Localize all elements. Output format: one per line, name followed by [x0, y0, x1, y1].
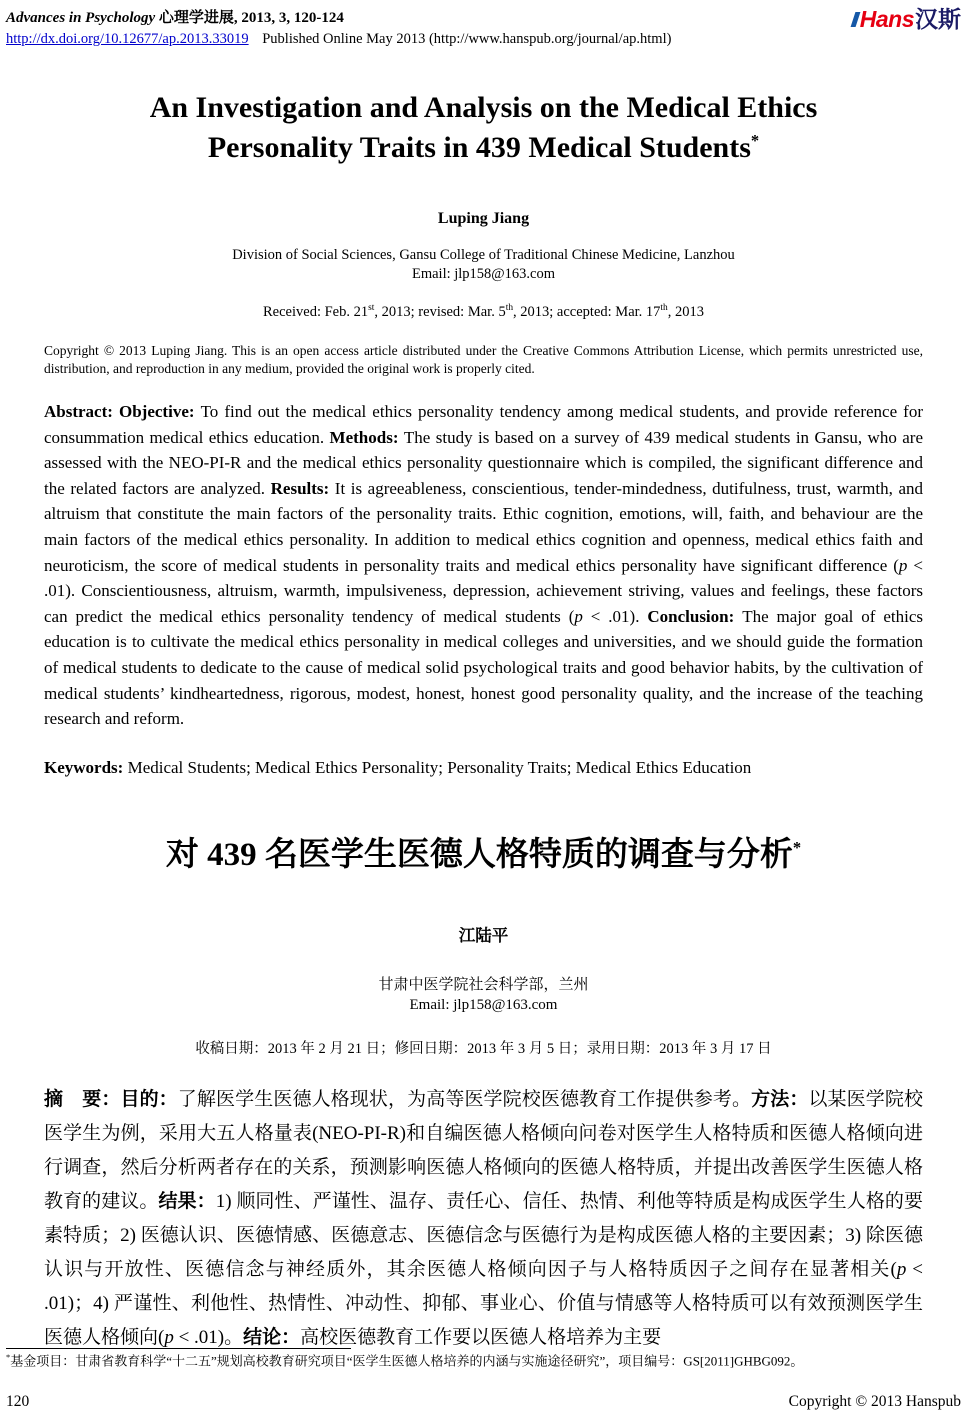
- abstract-cn: 摘 要：目的：了解医学生医德人格现状，为高等医学院校医德教育工作提供参考。方法：以某医学院校医学生为例，采用大五人格量表(NEO-PI-R)和自编医德人格倾向问卷对医学生人格特质和医德人格倾向进行调查，然后分析两者存在的关系，预测影响医德人格倾向的医德人格特质，并提出改善医学生医德人格教育的建议。结果：1) 顺同性、严谨性、温存、责任心、信任、热情、利他等特质是构成医学生人格的要素特质；2) 医德认识、医德情感、医德意志、医德信念与医德行为是构成医德人格的主要因素；3) 除医德认识与开放性、医德信念与神经质外，其余医德人格倾向因子与人格特质因子之间存在显著相关(p < .01)；4) 严谨性、利他性、热情性、冲动性、抑郁、事业心、价值与情感等人格特质可以有效预测医学生医德人格倾向(p < .01)。结论：高校医德教育工作要以医德人格培养为主要: [44, 1088, 923, 1348]
- journal-citation-line: [6, 6, 671, 27]
- affiliation-en: Division of Social Sciences, Gansu College of Traditional Chinese Medicine, Lanzhou: [232, 247, 735, 264]
- logo-latin-text: Hans: [859, 6, 914, 32]
- published-online-text: Published Online May 2013 (http://www.hanspub.org/journal/ap.html): [262, 31, 672, 47]
- logo-chinese-text: 汉斯: [915, 6, 961, 32]
- article-title-en: [0, 88, 967, 167]
- journal-doi-line: [6, 31, 671, 48]
- page-number: 120: [6, 1393, 30, 1410]
- journal-header-left: [6, 6, 671, 48]
- funding-footnote: [6, 1348, 961, 1371]
- doi-link[interactable]: http://dx.doi.org/10.12677/ap.2013.33019: [6, 31, 249, 47]
- received-dates-en: Received: Feb. 21st, 2013; revised: Mar. 5th, 2013; accepted: Mar. 17th, 2013: [263, 303, 704, 321]
- footnote-divider: [6, 1348, 351, 1349]
- journal-name: Advances in Psychology: [6, 10, 156, 26]
- author-name-en: Luping Jiang: [437, 210, 530, 228]
- article-title-en-line1: An Investigation and Analysis on the Medical Ethics: [149, 91, 818, 124]
- keywords-line: Keywords: Medical Students; Medical Ethics Personality; Personality Traits; Medical Ethics Education: [44, 757, 752, 777]
- received-dates-cn: 收稿日期：2013 年 2 月 21 日；修回日期：2013 年 3 月 5 日；录用日期：2013 年 3 月 17 日: [195, 1040, 772, 1057]
- journal-issue-info: 心理学进展, 2013, 3, 120-124: [158, 10, 344, 26]
- title-footnote-mark-en: *: [750, 130, 760, 150]
- author-email-cn: Email: jlp158@163.com: [409, 996, 558, 1013]
- page-footer: [6, 1393, 961, 1411]
- article-title-en-line2: Personality Traits in 439 Medical Students: [207, 130, 751, 164]
- hanspub-logo: [853, 6, 961, 31]
- affiliation-cn: 甘肃中医学院社会科学部，兰州: [378, 976, 589, 993]
- logo-accent-icon: [850, 12, 860, 27]
- author-email-en: Email: jlp158@163.com: [411, 266, 556, 283]
- funding-footnote-text: *基金项目：甘肃省教育科学“十二五”规划高校教育研究项目“医学生医德人格培养的内涵与实施途径研究”，项目编号：GS[2011]GHBG092。: [6, 1352, 804, 1369]
- author-name-cn: 江陆平: [458, 925, 509, 945]
- footer-copyright: Copyright © 2013 Hanspub: [788, 1393, 961, 1410]
- title-footnote-mark-cn: *: [792, 837, 802, 857]
- abstract-en: Abstract: Objective: To find out the medical ethics personality tendency among medical students, and provide reference for consummation medical ethics education. Methods: The study is based on a survey of 439 medical students in Gansu, who are assessed with the NEO-PI-R and the medical ethics personality questionnaire which is compiled, the significant difference and the related factors are analyzed. Results: It is agreeableness, conscientious, tender-mindedness, dutifulness, trust, warmth, and altruism that constitute the main factors of the personality traits. Ethic cognition, emotions, will, faith, and behaviour are the main factors of the medical ethics personality. In addition to medical ethics cognition and openness, medical ethics faith and neuroticism, the score of medical students in personality traits and medical ethics personality have significant difference (p < .01). Conscientiousness, altruism, warmth, impulsiveness, depression, achievement striving, values and feelings, these factors can predict the medical ethics personality tendency of medical students (p < .01). Conclusion: The major goal of ethics education is to cultivate the medical ethics personality in medical colleges and universities, and we should guide the formation of medical students to dedicate to the cause of medical solid psychological traits and good behavior habits, by the cultivation of medical students’ kindheartedness, rigorous, modest, honest, honest good personality quality, and the increase of the teaching research and reform.: [44, 402, 924, 729]
- copyright-notice: Copyright © 2013 Luping Jiang. This is an open access article distributed under the Creative Commons Attribution License, which permits unrestricted use, distribution, and reproduction in any medium, provided the original work is properly cited.: [44, 343, 923, 376]
- article-title-cn: [0, 828, 967, 875]
- article-title-cn-text: 对 439 名医学生医德人格特质的调查与分析: [165, 836, 793, 873]
- journal-header: [0, 0, 967, 48]
